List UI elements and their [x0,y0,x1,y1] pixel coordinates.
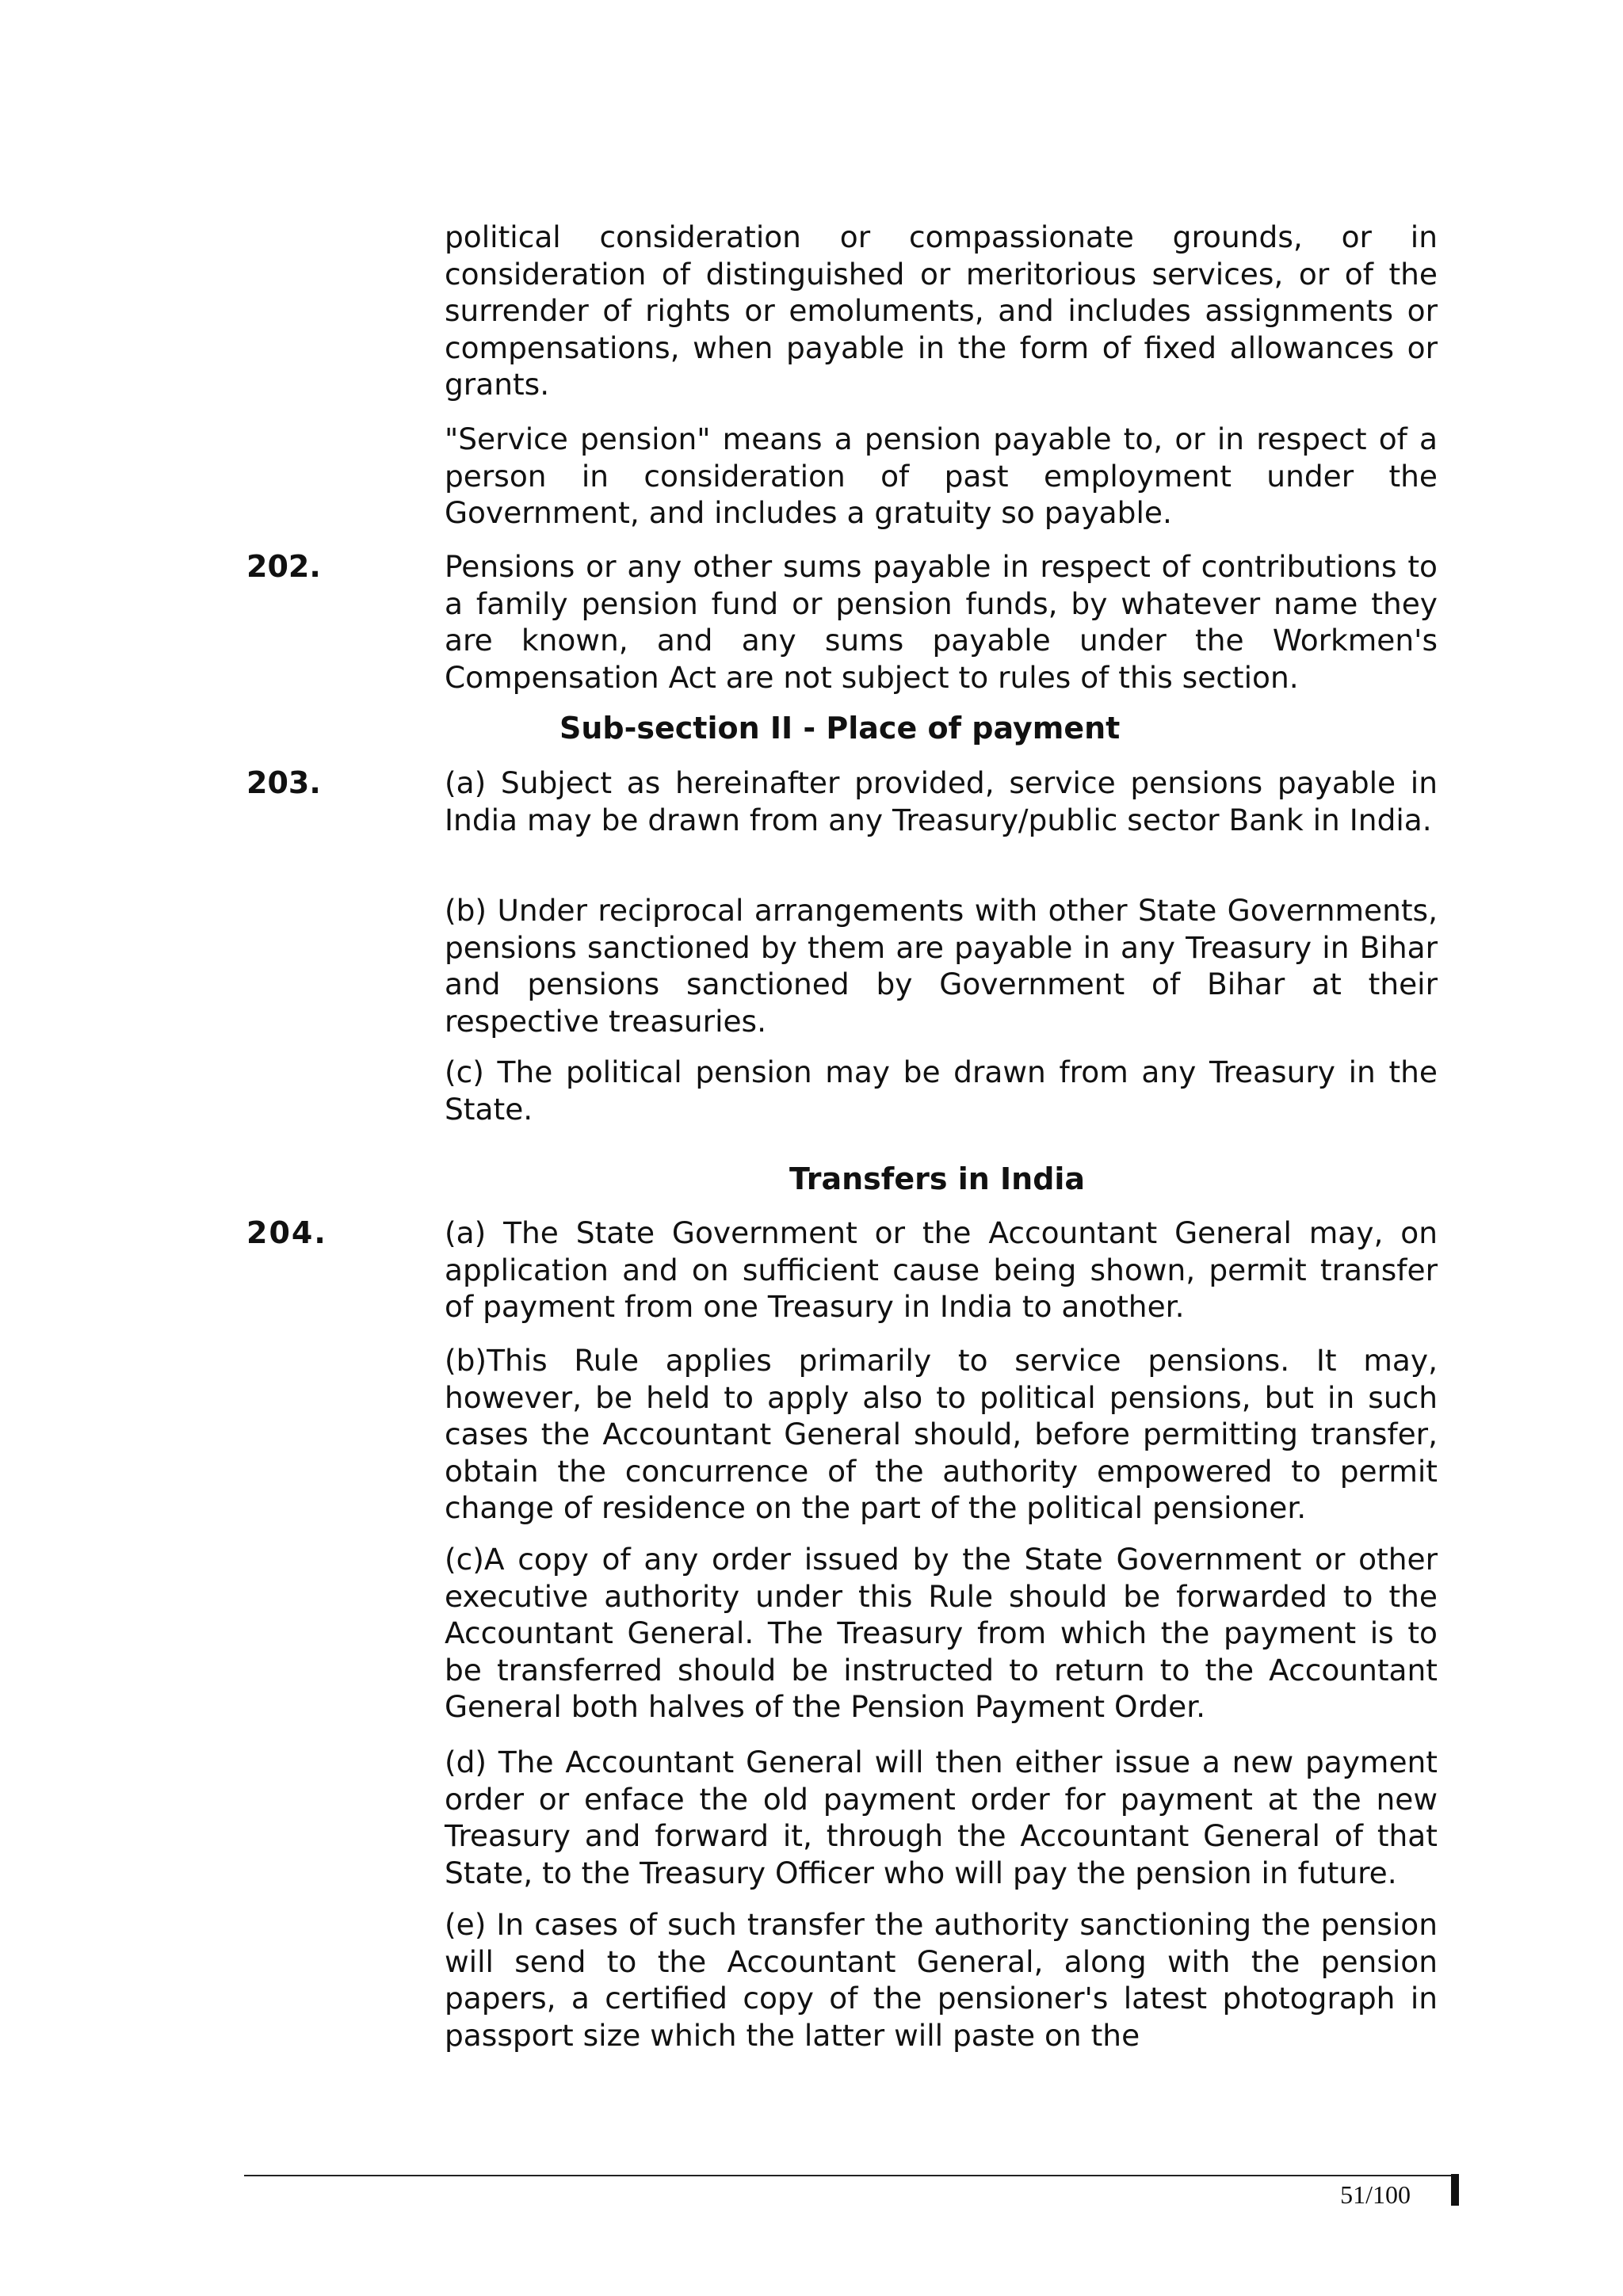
rule-204-clause-d: (d) The Accountant General will then either issue a new payment order or enface the old payment order for payment at the new Treasury and forward it, through the Accountant General of that State, to the Treasury Officer who will pay the pension in future. [445,1745,1438,1890]
rule-number-204: 204. [246,1215,327,1250]
rule-204-clause-c: (c)A copy of any order issued by the State Government or other executive authority under this Rule should be forwarded to the Accountant General. The Treasury from which the payment is to be transferred should be instructed to return to the Accountant General both halves of the Pension Payment Order. [445,1542,1438,1724]
rule-204-clause-a: (a) The State Government or the Accountant General may, on application and on sufficient cause being shown, permit transfer of payment from one Treasury in India to another. [445,1215,1438,1324]
rule-204-clause-e: (e) In cases of such transfer the authority sanctioning the pension will send to the Accountant General, along with the pension papers, a certified copy of the pensioner's latest photograph in passport size which the latter will paste on the [445,1907,1438,2053]
page-edge-marker [1451,2174,1459,2206]
paragraph-political-pension-definition: political consideration or compassionate grounds, or in consideration of distinguished or meritorious services, or of the surrender of rights or emoluments, and includes assignments or compensations, when payable in the form of fixed allowances or grants. [445,219,1438,402]
rule-number-202: 202. [246,549,321,584]
page-number: 51/100 [1340,2180,1411,2209]
footer-divider [244,2175,1453,2176]
rule-203-clause-a: (a) Subject as hereinafter provided, service pensions payable in India may be drawn from any Treasury/public sector Bank in India. [445,765,1438,837]
rule-204-clause-b: (b)This Rule applies primarily to service pensions. It may, however, be held to apply also to political pensions, but in such cases the Accountant General should, before permitting transfer, obtain the concurrence of the authority empowered to permit change of residence on the part of the political pensioner. [445,1343,1438,1525]
rule-202-text: Pensions or any other sums payable in respect of contributions to a family pension fund or pension funds, by whatever name they are known, and any sums payable under the Workmen's Compensation Act are not subject to rules of this section. [445,549,1438,695]
heading-transfers-in-india: Transfers in India [789,1161,1086,1196]
rule-203-clause-c: (c) The political pension may be drawn from any Treasury in the State. [445,1055,1438,1127]
heading-sub-section-ii: Sub-section II - Place of payment [559,711,1121,746]
rule-203-clause-b: (b) Under reciprocal arrangements with other State Governments, pensions sanctioned by them are payable in any Treasury in Bihar and pensions sanctioned by Government of Bihar at their respective treasuries. [445,893,1438,1039]
paragraph-service-pension-definition: "Service pension" means a pension payable to, or in respect of a person in consideration of past employment under the Government, and includes a gratuity so payable. [445,421,1438,530]
rule-number-203: 203. [246,765,321,800]
